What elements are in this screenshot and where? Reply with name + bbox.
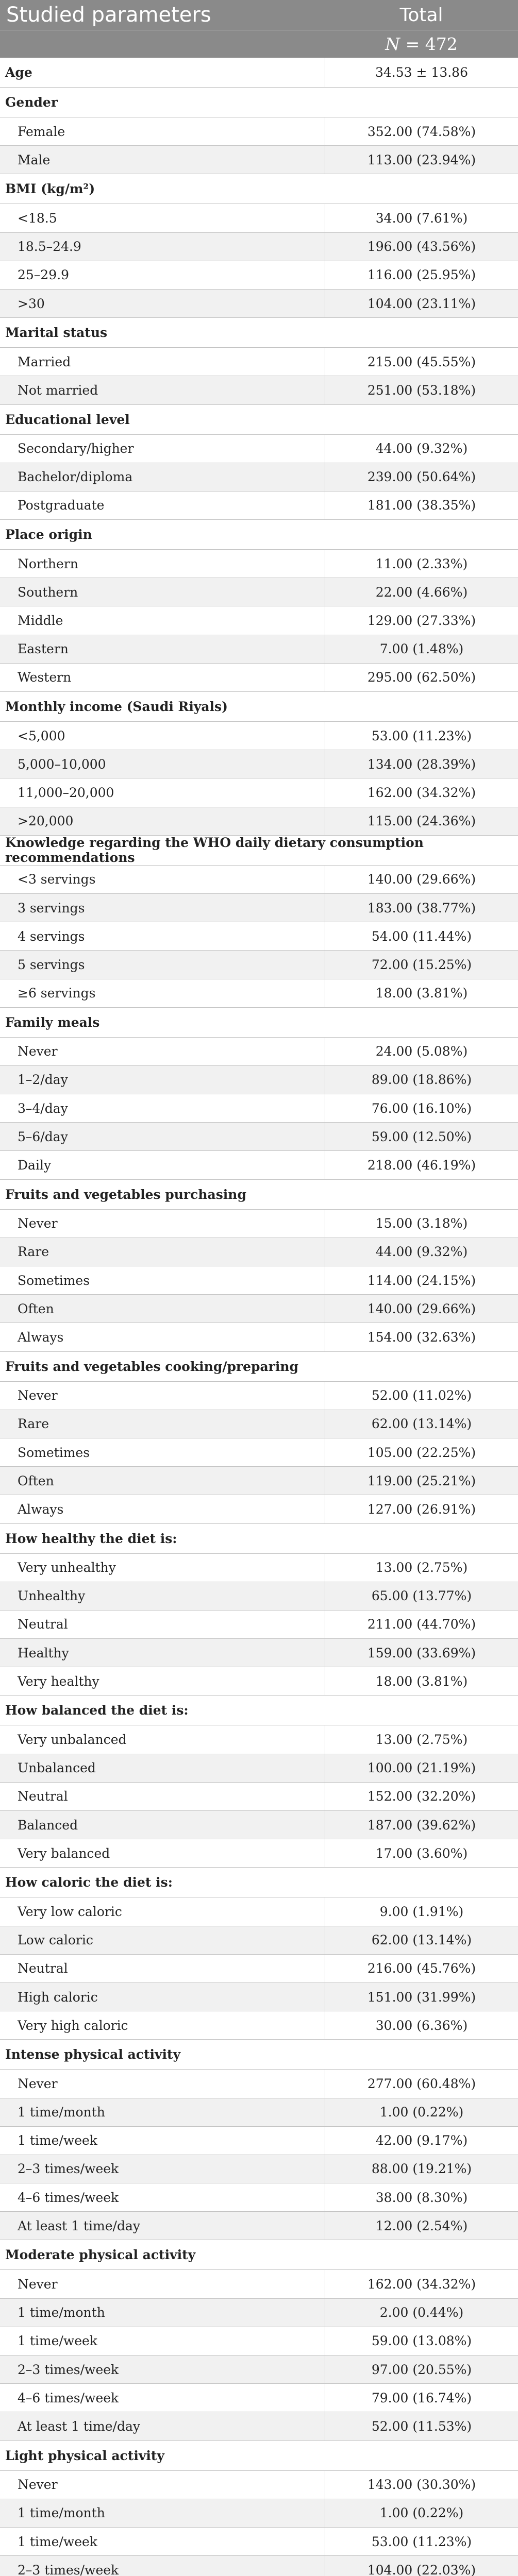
row-label: Female (18, 124, 65, 139)
row-value: 1.00 (0.22%) (325, 2098, 518, 2126)
row-label: Never (18, 1216, 58, 1231)
row-value: 127.00 (26.91%) (325, 1495, 518, 1523)
table-row (0, 2070, 518, 2098)
row-label: Rare (18, 1244, 49, 1260)
table-row (0, 951, 518, 979)
row-label: ≥6 servings (18, 986, 96, 1001)
row-label: 1 time/week (18, 2333, 97, 2349)
table-body (0, 58, 518, 2576)
row-value: 105.00 (22.25%) (325, 1438, 518, 1466)
table-row (0, 1410, 518, 1438)
section-label: Moderate physical activity (5, 2247, 196, 2263)
row-label: Always (18, 1501, 64, 1517)
table-row (0, 1238, 518, 1266)
section-label: Light physical activity (5, 2448, 164, 2463)
row-label: Very healthy (18, 1673, 99, 1689)
row-value: 143.00 (30.30%) (325, 2471, 518, 2499)
row-value: 79.00 (16.74%) (325, 2384, 518, 2412)
row-value: 24.00 (5.08%) (325, 1038, 518, 1065)
table-row (0, 1926, 518, 1955)
row-label: 3–4/day (18, 1100, 68, 1116)
row-label: Never (18, 2277, 58, 2292)
row-value: 65.00 (13.77%) (325, 1582, 518, 1610)
table-row (0, 778, 518, 807)
table-row (0, 2384, 518, 2412)
row-value: 54.00 (11.44%) (325, 922, 518, 950)
row-value: 44.00 (9.32%) (325, 1238, 518, 1266)
table-row (0, 1094, 518, 1123)
row-label: 5,000–10,000 (18, 756, 106, 772)
table-row (0, 1639, 518, 1667)
table-row (0, 979, 518, 1008)
row-label: 1 time/month (18, 2305, 105, 2320)
row-label: Sometimes (18, 1273, 90, 1288)
table-row (0, 635, 518, 664)
row-value: 116.00 (25.95%) (325, 261, 518, 289)
table-row (0, 2471, 518, 2499)
row-label: Male (18, 152, 51, 167)
table-row (0, 807, 518, 836)
row-label: Neutral (18, 1961, 68, 1976)
row-value: 62.00 (13.14%) (325, 1926, 518, 1954)
sample-size (325, 34, 518, 54)
table-row (0, 2098, 518, 2127)
row-label: Middle (18, 613, 63, 629)
row-value: 13.00 (2.75%) (325, 1725, 518, 1753)
row-value: 53.00 (11.23%) (325, 2528, 518, 2555)
row-label: Unhealthy (18, 1588, 86, 1604)
table-row (0, 1323, 518, 1351)
row-value: 162.00 (34.32%) (325, 2270, 518, 2298)
table-row (0, 550, 518, 578)
row-value: 104.00 (22.03%) (325, 2556, 518, 2576)
table-row (0, 2355, 518, 2384)
row-value: 62.00 (13.14%) (325, 1410, 518, 1438)
table-row (0, 1123, 518, 1151)
table-row (0, 2499, 518, 2528)
row-value: 151.00 (31.99%) (325, 1983, 518, 2011)
row-label: Northern (18, 556, 78, 571)
section-row (0, 1868, 518, 1897)
table-row (0, 1897, 518, 1926)
section-label: Fruits and vegetables cooking/preparing (5, 1359, 299, 1374)
row-value: 239.00 (50.64%) (325, 463, 518, 491)
row-label: 1 time/month (18, 2505, 105, 2521)
table-subheader-row (0, 30, 518, 58)
table-row (0, 233, 518, 261)
row-value: 44.00 (9.32%) (325, 435, 518, 463)
row-value: 218.00 (46.19%) (325, 1151, 518, 1179)
row-label: Southern (18, 584, 78, 600)
table-row (0, 922, 518, 951)
row-value: 88.00 (19.21%) (325, 2155, 518, 2183)
table-row (0, 2270, 518, 2298)
row-value: 59.00 (12.50%) (325, 1123, 518, 1150)
row-value: 9.00 (1.91%) (325, 1897, 518, 1925)
row-value: 183.00 (38.77%) (325, 894, 518, 922)
row-label: >30 (18, 296, 45, 311)
section-row (0, 58, 518, 88)
row-label: Always (18, 1329, 64, 1345)
section-row (0, 836, 518, 866)
row-value: 104.00 (23.11%) (325, 290, 518, 317)
table-row (0, 2183, 518, 2212)
row-value: 211.00 (44.70%) (325, 1611, 518, 1638)
row-value: 2.00 (0.44%) (325, 2299, 518, 2327)
row-label: <3 servings (18, 872, 96, 887)
row-label: Secondary/higher (18, 441, 134, 456)
row-label: Western (18, 670, 72, 685)
section-label: Age (5, 65, 32, 80)
section-row (0, 88, 518, 117)
row-label: 2–3 times/week (18, 2562, 119, 2576)
row-label: Often (18, 1301, 54, 1316)
row-label: <5,000 (18, 728, 65, 743)
table-row (0, 894, 518, 922)
table-row (0, 1811, 518, 1839)
row-label: Often (18, 1473, 54, 1488)
row-label: >20,000 (18, 814, 74, 829)
table-row (0, 1382, 518, 1410)
section-row (0, 1524, 518, 1554)
table-row (0, 376, 518, 404)
row-label: Very unbalanced (18, 1732, 127, 1748)
row-label: 11,000–20,000 (18, 785, 114, 800)
section-row (0, 2441, 518, 2471)
table-row (0, 2412, 518, 2441)
table-row (0, 606, 518, 635)
row-label: 18.5–24.9 (18, 239, 81, 255)
row-value: 181.00 (38.35%) (325, 492, 518, 519)
row-value: 72.00 (15.25%) (325, 951, 518, 978)
row-label: Sometimes (18, 1445, 90, 1460)
table-row (0, 1754, 518, 1783)
row-label: Healthy (18, 1645, 69, 1660)
row-label: Neutral (18, 1617, 68, 1632)
row-value: 140.00 (29.66%) (325, 1295, 518, 1323)
row-value: 30.00 (6.36%) (325, 2011, 518, 2039)
section-row (0, 2240, 518, 2270)
section-label: Family meals (5, 1014, 100, 1030)
row-value: 187.00 (39.62%) (325, 1811, 518, 1839)
row-label: 4 servings (18, 928, 85, 944)
section-row (0, 1352, 518, 1382)
row-label: Never (18, 1044, 58, 1059)
section-row (0, 520, 518, 550)
table-row (0, 1210, 518, 1238)
table-row (0, 1495, 518, 1523)
row-label: Eastern (18, 641, 69, 657)
table-row (0, 722, 518, 750)
table-row (0, 2155, 518, 2183)
table-row (0, 146, 518, 174)
table-row (0, 2528, 518, 2556)
table-row (0, 1438, 518, 1467)
section-label: How healthy the diet is: (5, 1531, 177, 1546)
section-label: Place origin (5, 527, 92, 543)
table-row (0, 435, 518, 463)
row-value: 251.00 (53.18%) (325, 376, 518, 404)
table-row (0, 1783, 518, 1811)
row-value: 53.00 (11.23%) (325, 722, 518, 750)
table-row (0, 117, 518, 146)
row-value: 18.00 (3.81%) (325, 979, 518, 1007)
row-value: 89.00 (18.86%) (325, 1066, 518, 1094)
section-label: Knowledge regarding the WHO daily dietary consumption recommendations (5, 835, 424, 866)
table-row (0, 2299, 518, 2327)
row-label: 3 servings (18, 900, 85, 916)
table-row (0, 2127, 518, 2155)
header-studied-parameters: Studied parameters (6, 3, 211, 27)
table-row (0, 2212, 518, 2240)
row-value: 22.00 (4.66%) (325, 578, 518, 606)
row-value: 115.00 (24.36%) (325, 807, 518, 835)
row-label: Low caloric (18, 1933, 93, 1948)
row-label: 1 time/week (18, 2534, 97, 2549)
section-row (0, 318, 518, 348)
row-value: 18.00 (3.81%) (325, 1667, 518, 1695)
table-row (0, 1839, 518, 1868)
table-row (0, 2556, 518, 2576)
section-label: Marital status (5, 325, 108, 341)
row-label: Neutral (18, 1789, 68, 1804)
section-label: Gender (5, 95, 58, 110)
row-value: 215.00 (45.55%) (325, 348, 518, 376)
row-label: 25–29.9 (18, 267, 69, 283)
row-value: 76.00 (16.10%) (325, 1094, 518, 1122)
row-label: Never (18, 1388, 58, 1403)
row-value: 42.00 (9.17%) (325, 2127, 518, 2155)
section-row (0, 1008, 518, 1038)
row-label: Never (18, 2477, 58, 2493)
row-value: 52.00 (11.53%) (325, 2412, 518, 2440)
table-row (0, 261, 518, 290)
row-value: 34.00 (7.61%) (325, 204, 518, 232)
row-label: Postgraduate (18, 498, 105, 513)
row-label: At least 1 time/day (18, 2218, 140, 2233)
row-label: High caloric (18, 1989, 98, 2005)
row-value: 97.00 (20.55%) (325, 2355, 518, 2383)
table-row (0, 1611, 518, 1639)
row-label: Balanced (18, 1817, 78, 1833)
row-value: 154.00 (32.63%) (325, 1323, 518, 1351)
table-row (0, 463, 518, 492)
row-label: 1–2/day (18, 1072, 68, 1088)
row-label: Bachelor/diploma (18, 469, 133, 485)
table-row (0, 1151, 518, 1179)
table-row (0, 1038, 518, 1066)
table-row (0, 2011, 518, 2040)
section-label: How balanced the diet is: (5, 1703, 189, 1718)
row-label: 2–3 times/week (18, 2161, 119, 2177)
row-label: Very low caloric (18, 1904, 122, 1919)
row-value: 59.00 (13.08%) (325, 2327, 518, 2355)
row-value: 1.00 (0.22%) (325, 2499, 518, 2527)
row-label: 2–3 times/week (18, 2362, 119, 2377)
section-row (0, 1180, 518, 1210)
row-value: 352.00 (74.58%) (325, 117, 518, 145)
row-value: 15.00 (3.18%) (325, 1210, 518, 1238)
row-value: 113.00 (23.94%) (325, 146, 518, 174)
section-label: Monthly income (Saudi Riyals) (5, 699, 228, 714)
section-label: How caloric the diet is: (5, 1875, 173, 1890)
row-label: Unbalanced (18, 1760, 96, 1776)
row-label: Married (18, 354, 71, 369)
row-value: 196.00 (43.56%) (325, 233, 518, 261)
row-value: 7.00 (1.48%) (325, 635, 518, 663)
row-label: Daily (18, 1158, 52, 1173)
table-row (0, 866, 518, 894)
row-label: 4–6 times/week (18, 2390, 119, 2405)
table-row (0, 1983, 518, 2011)
table-row (0, 578, 518, 606)
table-row (0, 1554, 518, 1582)
table-row (0, 1955, 518, 1983)
table-row (0, 1066, 518, 1094)
section-label: Fruits and vegetables purchasing (5, 1187, 246, 1202)
table-row (0, 1667, 518, 1696)
section-row (0, 692, 518, 722)
row-label: Rare (18, 1416, 49, 1432)
row-label: Never (18, 2076, 58, 2091)
row-label: 5 servings (18, 957, 85, 972)
section-row (0, 2040, 518, 2070)
row-value: 129.00 (27.33%) (325, 606, 518, 634)
table-row (0, 204, 518, 232)
row-label: At least 1 time/day (18, 2418, 140, 2434)
row-value: 152.00 (32.20%) (325, 1783, 518, 1810)
table-row (0, 492, 518, 520)
sample-size-value: = 472 (405, 34, 458, 54)
table-row (0, 1467, 518, 1495)
row-label: 5–6/day (18, 1129, 68, 1144)
header-total: Total (399, 4, 443, 26)
table-row (0, 664, 518, 692)
row-value: 162.00 (34.32%) (325, 778, 518, 806)
row-value: 11.00 (2.33%) (325, 550, 518, 578)
row-value: 119.00 (25.21%) (325, 1467, 518, 1495)
table-row (0, 1582, 518, 1611)
row-value: 277.00 (60.48%) (325, 2070, 518, 2097)
section-row (0, 405, 518, 435)
row-value: 140.00 (29.66%) (325, 866, 518, 893)
row-value: 159.00 (33.69%) (325, 1639, 518, 1667)
row-value: 52.00 (11.02%) (325, 1382, 518, 1410)
row-value: 12.00 (2.54%) (325, 2212, 518, 2240)
row-label: 4–6 times/week (18, 2190, 119, 2205)
table-header-row (0, 0, 518, 30)
row-value: 295.00 (62.50%) (325, 664, 518, 691)
table-row (0, 348, 518, 376)
row-label: Not married (18, 382, 98, 398)
row-value: 216.00 (45.76%) (325, 1955, 518, 1982)
section-label: BMI (kg/m²) (5, 181, 95, 197)
row-value: 100.00 (21.19%) (325, 1754, 518, 1782)
row-label: Very unhealthy (18, 1560, 116, 1575)
section-row (0, 1696, 518, 1725)
row-value: 17.00 (3.60%) (325, 1839, 518, 1867)
section-label: Intense physical activity (5, 2047, 181, 2062)
section-row (0, 174, 518, 204)
table-row (0, 750, 518, 778)
row-label: <18.5 (18, 210, 57, 226)
table-row (0, 290, 518, 318)
row-value: 34.53 ± 13.86 (325, 58, 518, 87)
table-row (0, 1266, 518, 1295)
row-label: 1 time/week (18, 2133, 97, 2148)
table-row (0, 1295, 518, 1323)
row-label: 1 time/month (18, 2105, 105, 2120)
row-label: Very high caloric (18, 2018, 128, 2033)
row-value: 38.00 (8.30%) (325, 2183, 518, 2211)
row-value: 13.00 (2.75%) (325, 1554, 518, 1582)
row-label: Very balanced (18, 1845, 110, 1861)
row-value: 134.00 (28.39%) (325, 750, 518, 778)
sample-size-symbol: N (385, 34, 400, 54)
section-label: Educational level (5, 412, 130, 427)
table-row (0, 1725, 518, 1754)
table-row (0, 2327, 518, 2355)
row-value: 114.00 (24.15%) (325, 1266, 518, 1294)
